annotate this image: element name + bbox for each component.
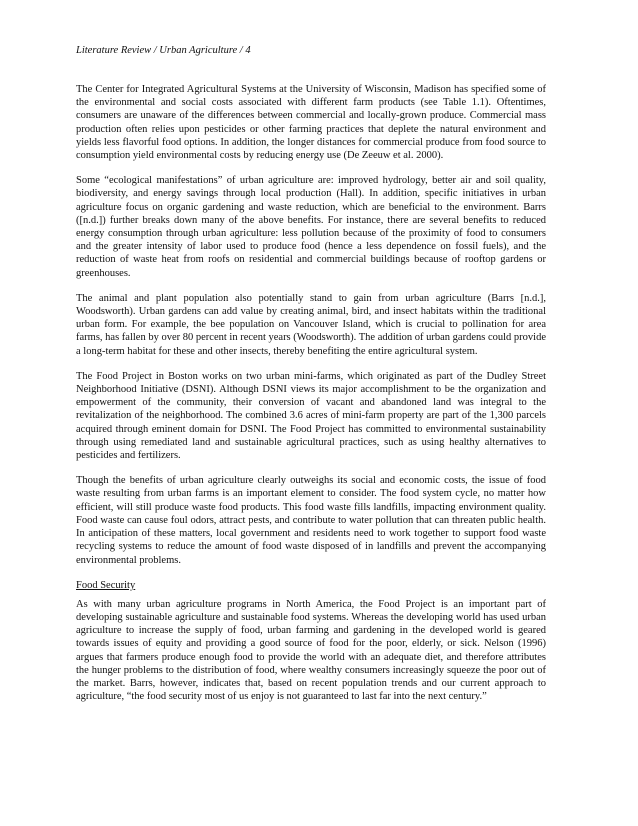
paragraph-food-project-boston: The Food Project in Boston works on two urban mini-farms, which originated as part of the Dudley Street Neighborhood Initiative (DSNI). Although DSNI views its major accomplishment to be the organization and empowerment of the community, their conversion of vacant and abandoned land was integral to the revitalization of the neighborhood. The combined 3.6 acres of mini-farm property are part of the 1,300 parcels acquired through eminent domain for DSNI. The Food Project has committed to environmental sustainability through using remediated land and sustainable agricultural practices, such as using healthy alternatives to pesticides and fertilizers. [76,370,546,462]
running-header: Literature Review / Urban Agriculture / 4 [76,45,251,56]
paragraph-ecological-manifestations: Some “ecological manifestations” of urban agriculture are: improved hydrology, better air and soil quality, biodiversity, and energy savings through local production (Hall). In addition, specific initiatives in urban agriculture focus on organic gardening and waste reduction, which are beneficial to the environment. Barrs ([n.d.]) further breaks down many of the above benefits. For instance, there are several benefits to reduced energy consumption through urban agriculture: less pollution because of the proximity of food to consumers and the greater intensity of labor used to produce food (hence a less dependence on fossil fuels), and the reduction of waste heat from roofs on residential and commercial buildings because of rooftop gardens or greenhouses. [76,175,546,279]
paragraph-animal-plant-population: The animal and plant population also potentially stand to gain from urban agriculture (Barrs [n.d.], Woodsworth). Urban gardens can add value by creating animal, bird, and insect habitats within the traditional urban form. For example, the bee population on Vancouver Island, which is crucial to pollination for area farms, has fallen by over 80 percent in recent years (Woodsworth). The addition of urban gardens could provide a long-term habitat for these and other insects, thereby benefiting the entire agricultural system. [76,292,546,357]
paragraph-food-security: As with many urban agriculture programs in North America, the Food Project is an important part of developing sustainable agriculture and sustainable food systems. Whereas the developing world has used urban agriculture to increase the supply of food, urban farming and gardening in the developed world is geared towards issues of equity and providing a good source of food for the poor, elderly, or sick. Nelson (1996) argues that farmers produce enough food to provide the world with an adequate diet, and therefore attributes the hunger problems to the distribution of food, where wealthy consumers increasingly squeeze the poor out of the market. Barrs, however, indicates that, based on recent population trends and our current approach to agriculture, “the food security most of us enjoy is not guaranteed to last far into the next century.” [76,598,546,703]
section-heading-food-security: Food Security [76,579,136,591]
paragraph-cias-costs: The Center for Integrated Agricultural Systems at the University of Wisconsin, Madison has specified some of the environmental and social costs associated with different farm products (see Table 1.1). Oftentimes, consumers are unaware of the differences between commercial and locally-grown produce. Commercial mass production often relies upon pesticides or other farming practices that deplete the natural environment and yields less flavorful food options. In addition, the longer distances for commercial produce from food source to consumption yield environmental costs by reducing energy use (De Zeeuw et al. 2000). [76,84,546,162]
paragraph-food-waste: Though the benefits of urban agriculture clearly outweighs its social and economic costs, the issue of food waste resulting from urban farms is an important element to consider. The food system cycle, no matter how efficient, will still produce waste food products. This food waste fills landfills, impacting environment quality. Food waste can cause foul odors, attract pests, and contribute to water pollution that can threaten public health. In anticipation of these matters, local government and residents need to work together to support food waste recycling systems to reduce the amount of food waste disposed of in landfills and prevent the accompanying environmental problems. [76,475,546,566]
document-page [76,44,546,715]
